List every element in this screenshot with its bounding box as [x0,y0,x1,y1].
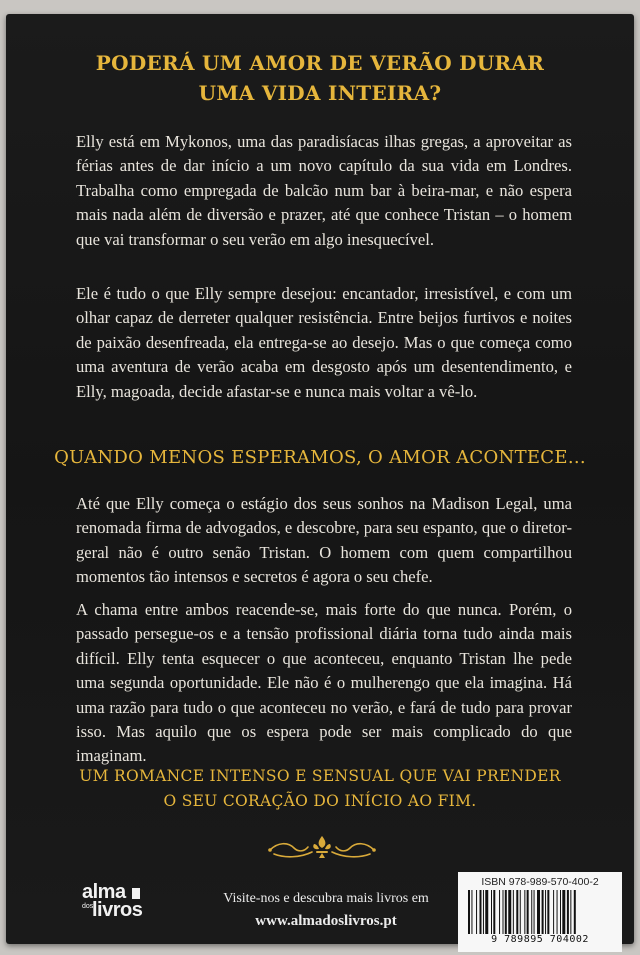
synopsis-paragraph-3: Até que Elly começa o estágio dos seus sonhos na Madison Legal, uma renomada firma de advogados, e descobre, para seu espanto, que o diretor-geral não é outro senão Tristan. O homem com quem compartilhou momentos tão intensos e secretos é agora o seu chefe. [76,494,572,587]
tagline [6,764,634,814]
logo-word-alma: alma [82,881,126,903]
headline-question [6,48,634,108]
synopsis-paragraph-1: Elly está em Mykonos, uma das paradisíacas ilhas gregas, a aproveitar as férias antes de dar início a um novo capítulo da sua vida em Londres. Trabalha como empregada de balcão num bar à beira-mar, e não espera mais nada além de diversão e prazer, até que conhece Tristan – o homem que vai transformar o seu verão em algo inesquecível. [76,132,572,249]
publisher-visit-block [196,888,456,932]
gold-ornament-icon [264,832,380,862]
isbn-text: ISBN 978-989-570-400-2 [481,876,599,888]
headline-question-line-2: UMA VIDA INTEIRA? [198,81,442,105]
logo-word-dos: dos [82,903,94,910]
logo-bar-icon [132,888,140,899]
publisher-url: www.almadoslivros.pt [255,913,397,929]
book-back-cover [6,14,634,944]
headline-question-line-1: PODERÁ UM AMOR DE VERÃO DURAR [95,51,545,75]
barcode-label [458,872,622,952]
publisher-logo [82,882,154,924]
barcode-digits: 9 789895 704002 [491,934,589,945]
tagline-line-2: O SEU CORAÇÃO DO INÍCIO AO FIM. [163,792,477,810]
synopsis-paragraph-2: Ele é tudo o que Elly sempre desejou: encantador, irresistível, e com um olhar capaz de derreter qualquer resistência. Entre beijos furtivos e noites de paixão desenfreada, ela entrega-se ao desejo. Mas o que começa como uma aventura de verão acaba em desgosto após um desentendimento, e Elly, magoada, decide afastar-se e nunca mais voltar a vê-lo. [76,284,572,401]
headline-love-happens: QUANDO MENOS ESPERAMOS, O AMOR ACONTECE... [54,447,586,468]
visit-text: Visite-nos e descubra mais livros em [223,891,429,906]
tagline-line-1: UM ROMANCE INTENSO E SENSUAL QUE VAI PRENDER [79,767,561,785]
logo-word-livros: livros [92,899,143,921]
synopsis-paragraph-4: A chama entre ambos reacende-se, mais forte do que nunca. Porém, o passado persegue-os e a tensão profissional diária torna tudo ainda mais difícil. Elly tenta esquecer o que aconteceu, enquanto Tristan lhe pede uma segunda oportunidade. Ele não é o mulherengo que ela imagina. Há uma razão para tudo o que aconteceu no verão, e fará de tudo para provar isso. Mas aquilo que os espera pode ser mais complicado do que imaginam. [76,600,572,766]
barcode-icon [468,890,612,934]
